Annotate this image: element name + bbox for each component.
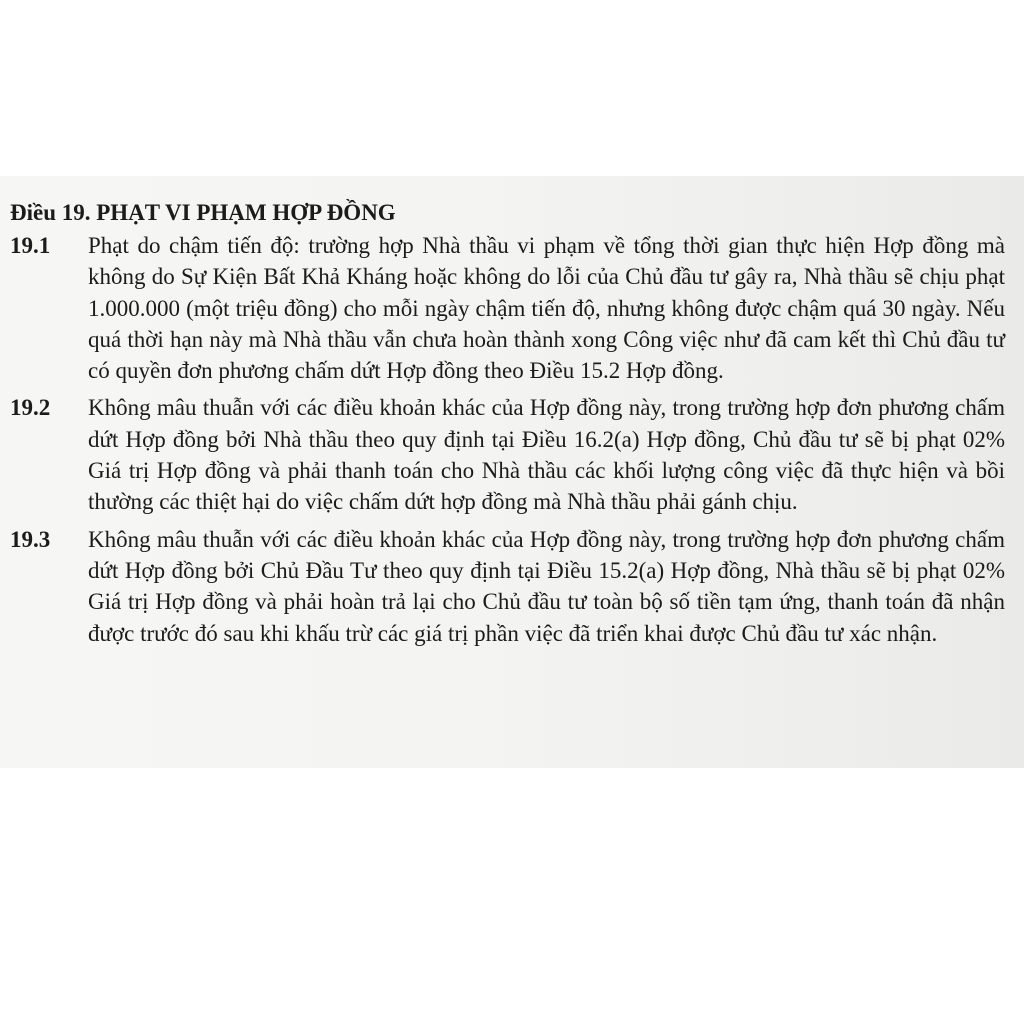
document-photo — [0, 176, 1024, 768]
document-body — [10, 198, 1005, 655]
clause-number: 19.3 — [10, 526, 51, 552]
clause-number: 19.1 — [10, 233, 51, 258]
clause-19-2 — [10, 392, 1005, 517]
clause-19-1 — [10, 230, 1005, 386]
clause-text: Không mâu thuẫn với các điều khoản khác của Hợp đồng này, trong trường hợp đơn phương chấm dứt Hợp đồng bởi Nhà thầu theo quy định tại Điều 16.2(a) Hợp đồng, Chủ đầu tư sẽ bị phạt 02% Giá trị Hợp đồng và phải thanh toán cho Nhà thầu các khối lượng công việc đã thực hiện và bồi thường các thiệt hại do việc chấm dứt hợp đồng mà Nhà thầu phải gánh chịu. — [88, 395, 1005, 515]
clause-text: Không mâu thuẫn với các điều khoản khác của Hợp đồng này, trong trường hợp đơn phương chấm dứt Hợp đồng bởi Chủ Đầu Tư theo quy định tại Điều 15.2(a) Hợp đồng, Nhà thầu sẽ bị phạt 02% Giá trị Hợp đồng và phải hoàn trả lại cho Chủ đầu tư toàn bộ số tiền tạm ứng, thanh toán đã nhận được trước đó sau khi khấu trừ các giá trị phần việc đã triển khai được Chủ đầu tư xác nhận. — [88, 526, 1005, 646]
white-background — [0, 768, 1024, 1014]
section-title: Điều 19. PHẠT VI PHẠM HỢP ĐỒNG — [10, 200, 396, 225]
clause-number: 19.2 — [10, 395, 51, 421]
clause-19-3 — [10, 524, 1005, 649]
clause-text: Phạt do chậm tiến độ: trường hợp Nhà thầu vi phạm về tổng thời gian thực hiện Hợp đồng mà không do Sự Kiện Bất Khả Kháng hoặc không do lỗi của Chủ đầu tư gây ra, Nhà thầu sẽ chịu phạt 1.000.000 (một triệu đồng) cho mỗi ngày chậm tiến độ, nhưng không được chậm quá 30 ngày. Nếu quá thời hạn này mà Nhà thầu vẫn chưa hoàn thành xong Công việc như đã cam kết thì Chủ đầu tư có quyền đơn phương chấm dứt Hợp đồng theo Điều 15.2 Hợp đồng. — [88, 233, 1005, 384]
